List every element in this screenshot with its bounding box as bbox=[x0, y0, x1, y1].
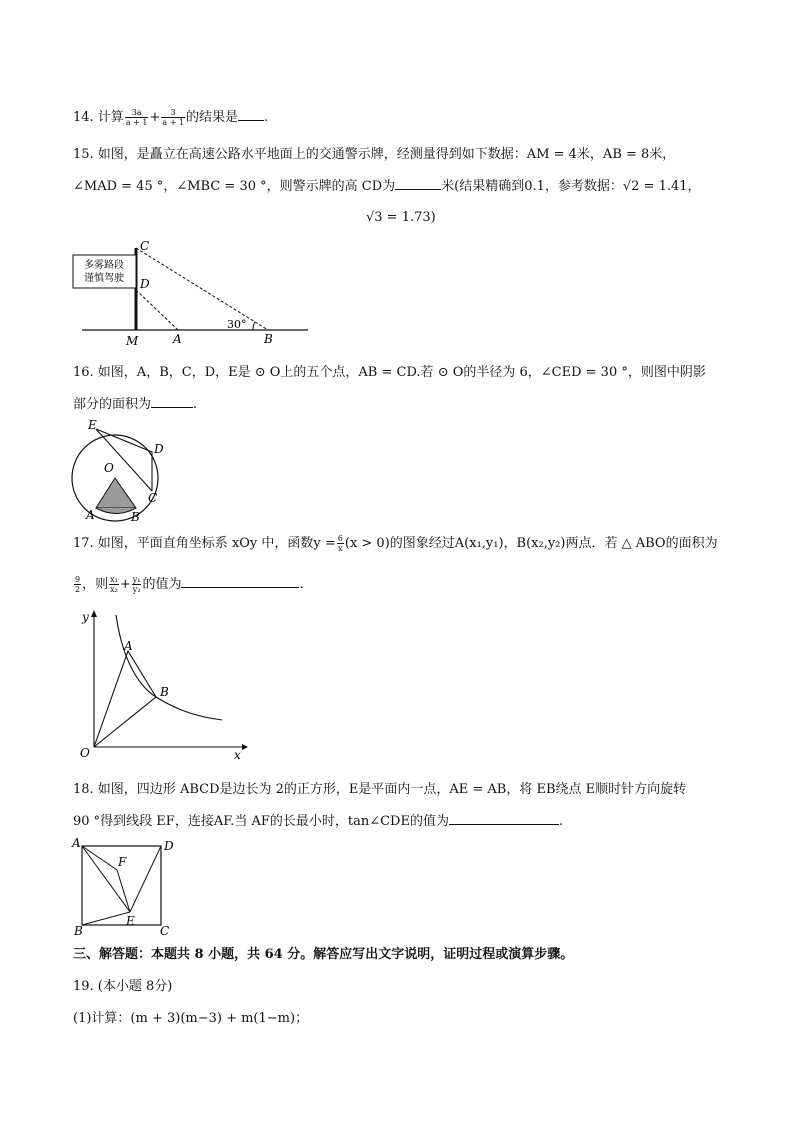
label-o: O bbox=[104, 461, 114, 475]
label-x: x bbox=[234, 748, 241, 762]
hyperbola-curve bbox=[116, 615, 222, 720]
label-b: B bbox=[74, 924, 83, 938]
q16-line-2: 部分的面积为 . bbox=[73, 397, 198, 412]
label-o: O bbox=[80, 746, 90, 760]
line-ec bbox=[96, 429, 152, 491]
q19-title: 19. (本小题 8分) bbox=[73, 979, 173, 994]
q17-figure bbox=[72, 607, 257, 762]
ratio-y: $\frac{\text{y₁}}{\text{y₂}}$ bbox=[132, 575, 141, 594]
label-b: B bbox=[264, 332, 273, 346]
section-3-heading: 三、解答题：本题共 8 小题，共 64 分。解答应写出文字说明，证明过程或演算步骤。 bbox=[73, 947, 574, 962]
q15-line-2: ∠MAD = 45 °，∠MBC = 30 °，则警示牌的高 CD为 米(结果精确到0.1，参考数据：√2 = 1.41， bbox=[73, 179, 701, 194]
label-a: A bbox=[86, 508, 95, 522]
q18-line-2: 90 °得到线段 EF，连接AF.当 AF的长最小时，tan∠CDE的值为 . bbox=[73, 814, 564, 829]
q14-fraction-1: $\frac{3a}{a + 1}$ bbox=[125, 108, 148, 127]
x-axis-arrow bbox=[242, 744, 248, 750]
angle-arc bbox=[253, 322, 255, 330]
q15-figure bbox=[70, 238, 320, 348]
q14-prefix: 14. 计算 bbox=[73, 110, 124, 125]
line-fe bbox=[117, 870, 130, 912]
label-c: C bbox=[140, 239, 150, 253]
q17-line-2: $\frac{9}{2}$ ，则 $\frac{\text{x₁}}{\text{x₂}}$ + $\frac{\text{y₁}}{\text{y₂}}$ 的值为 . bbox=[75, 575, 304, 594]
q18-answer-blank bbox=[449, 812, 559, 825]
label-e: E bbox=[126, 914, 135, 928]
label-a: A bbox=[124, 639, 133, 653]
q16-line-1: 16. 如图，A，B，C，D，E是 ⊙ O上的五个点，AB = CD.若 ⊙ O的半径为 6，∠CED = 30 °，则图中阴影 bbox=[73, 365, 706, 380]
q16-figure bbox=[70, 416, 180, 526]
area-fraction: $\frac{9}{2}$ bbox=[75, 575, 81, 594]
line-de bbox=[130, 846, 161, 912]
label-c: C bbox=[148, 491, 158, 505]
label-a: A bbox=[173, 332, 182, 346]
q15-line-1: 15. 如图，是矗立在高速公路水平地面上的交通警示牌，经测量得到如下数据：AM = 4米，AB = 8米， bbox=[73, 147, 676, 162]
q15-answer-blank bbox=[395, 177, 441, 190]
function-fraction: $\frac{6}{x}$ bbox=[337, 534, 343, 553]
q18-figure bbox=[70, 836, 185, 936]
line-af bbox=[82, 846, 117, 870]
label-f: F bbox=[118, 855, 127, 869]
label-a: A bbox=[72, 836, 81, 850]
q15-line-3: √3 = 1.73) bbox=[366, 210, 436, 225]
line-cb bbox=[136, 248, 268, 330]
q14-fraction-2: $\frac{3}{a + 1}$ bbox=[162, 108, 185, 127]
angle-label: 30° bbox=[227, 318, 247, 331]
ratio-x: $\frac{\text{x₁}}{\text{x₂}}$ bbox=[110, 575, 118, 594]
line-be bbox=[82, 912, 130, 925]
q19-subquestion-1: (1)计算：(m + 3)(m−3) + m(1−m)； bbox=[73, 1011, 309, 1026]
line-da bbox=[136, 290, 178, 330]
triangle-abo bbox=[94, 651, 156, 747]
q17-answer-blank bbox=[181, 575, 299, 588]
sign-text-2: 谨慎驾驶 bbox=[84, 273, 124, 284]
q14-suffix: 的结果是 bbox=[186, 110, 239, 125]
shaded-segment bbox=[96, 508, 136, 514]
label-d: D bbox=[164, 839, 174, 853]
q17-line-1: 17. 如图，平面直角坐标系 xOy 中，函数y = $\frac{6}{x}$ (x > 0)的图象经过A(x₁,y₁)，B(x₂,y₂)两点．若 △ ABO的面积为 bbox=[73, 534, 718, 553]
question-14: 14. 计算 $\frac{3a}{a + 1}$ + $\frac{3}{a + 1}$ 的结果是 . bbox=[73, 108, 269, 127]
sign-text-1: 多雾路段 bbox=[84, 260, 124, 271]
label-e: E bbox=[88, 418, 97, 432]
label-b: B bbox=[160, 685, 169, 699]
label-b: B bbox=[131, 510, 140, 524]
label-c: C bbox=[160, 924, 170, 938]
label-m: M bbox=[126, 334, 139, 348]
y-axis-arrow bbox=[91, 610, 97, 617]
shaded-triangle bbox=[96, 478, 136, 508]
q14-answer-blank bbox=[238, 108, 264, 121]
label-d: D bbox=[140, 277, 150, 291]
label-y: y bbox=[82, 610, 89, 624]
q18-line-1: 18. 如图，四边形 ABCD是边长为 2的正方形，E是平面内一点，AE = AB，将 EB绕点 E顺时针方向旋转 bbox=[73, 782, 687, 797]
q16-answer-blank bbox=[151, 395, 193, 408]
label-d: D bbox=[154, 442, 164, 456]
